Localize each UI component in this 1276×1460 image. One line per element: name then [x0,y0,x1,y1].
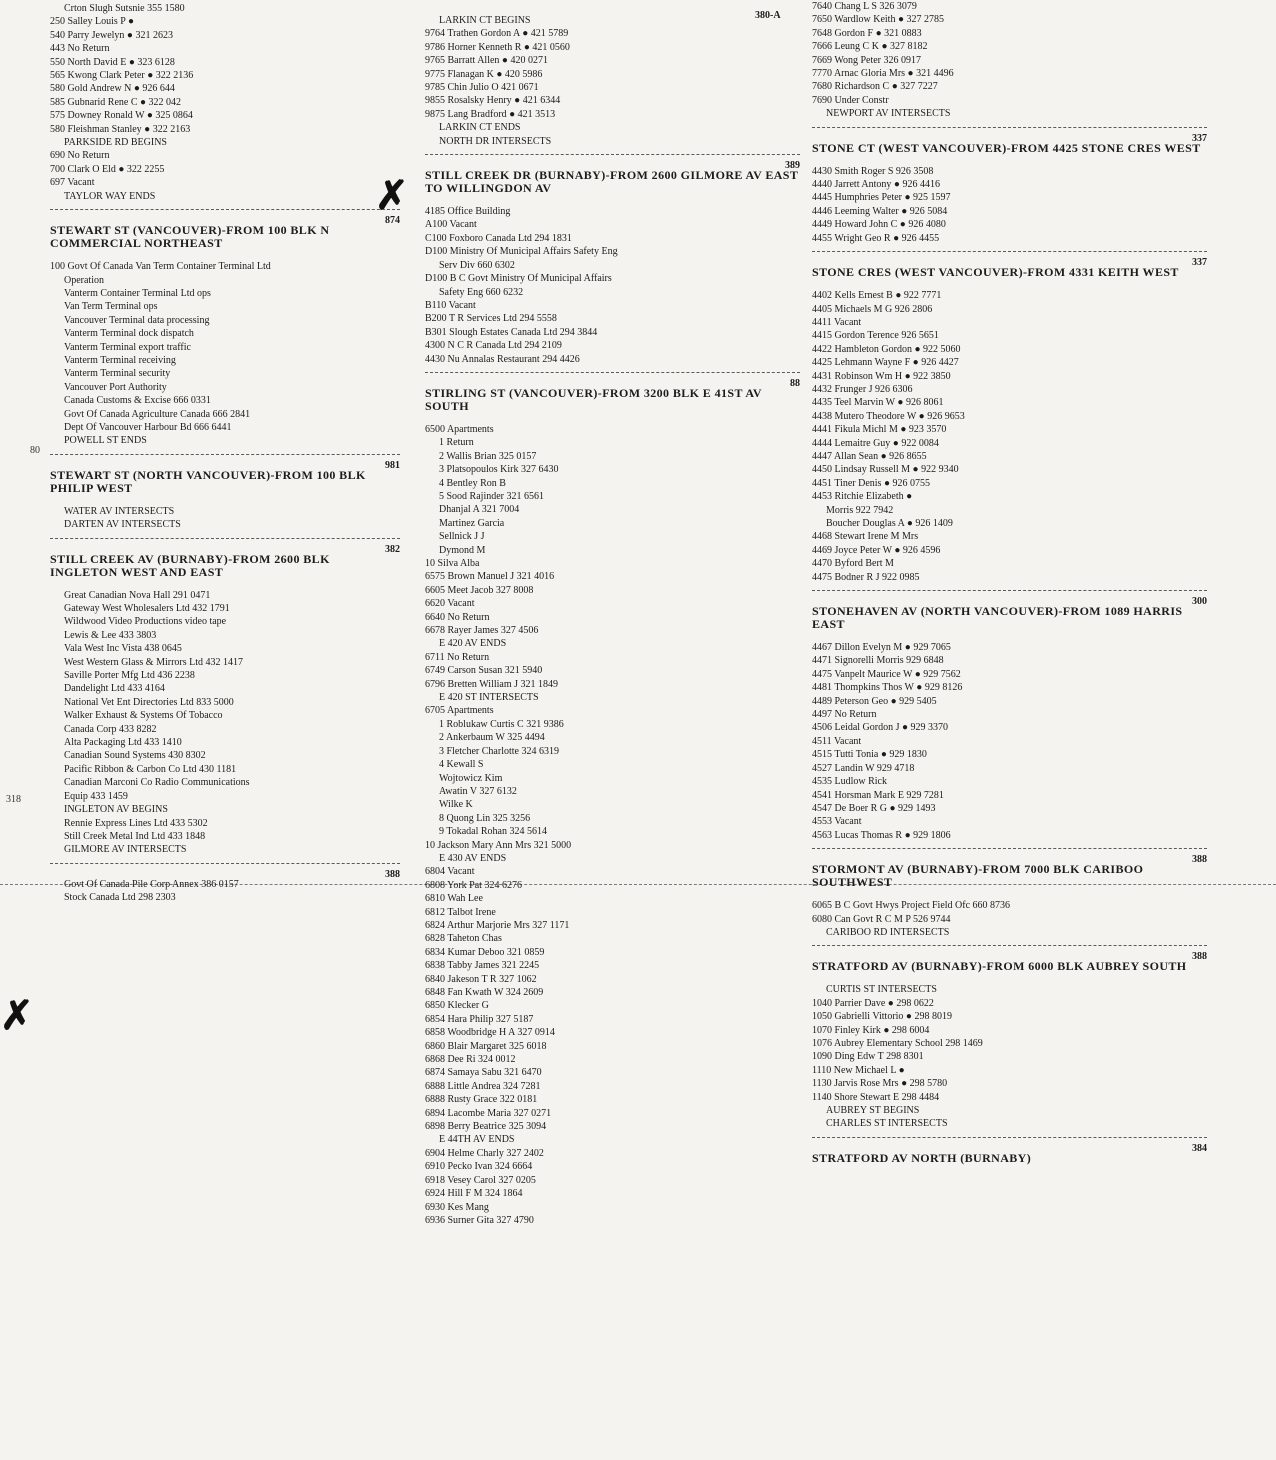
listing-row: TAYLOR WAY ENDS [64,190,156,202]
listing-row: 7690 Under Constr [812,94,889,106]
listing-row: 6678 Rayer James 327 4506 [425,625,539,637]
listing-row: 9786 Horner Kenneth R ● 421 0560 [425,41,570,53]
listing-row: 6898 Berry Beatrice 325 3094 [425,1121,547,1133]
listing-row: NEWPORT AV INTERSECTS [826,108,951,120]
listing-row: 4451 Tiner Denis ● 926 0755 [812,477,930,489]
listing-row: 6796 Bretten William J 321 1849 [425,678,559,690]
listing-row: 6500 Apartments [425,423,494,435]
listing-row: 1050 Gabrielli Vittorio ● 298 8019 [812,1011,952,1023]
listing-row: Vanterm Terminal dock dispatch [64,328,194,340]
listing-row: 3 Platsopoulos Kirk 327 6430 [439,464,559,476]
listing-row: Lewis & Lee 433 3803 [64,629,157,641]
listing-row: 3 Fletcher Charlotte 324 6319 [439,745,559,757]
street-section [812,1137,1207,1165]
section-divider [50,209,400,210]
listing-row: 7680 Richardson C ● 327 7227 [812,81,938,93]
listing-row: Saville Porter Mfg Ltd 436 2238 [64,670,195,682]
listing-row: 565 Kwong Clark Peter ● 322 2136 [50,70,194,82]
listing-row: Stock Canada Ltd 298 2303 [64,892,176,904]
listing-row: 6894 Lacombe Maria 327 0271 [425,1107,552,1119]
listing-row: 7648 Gordon F ● 321 0883 [812,27,922,39]
listing-row: E 420 AV ENDS [439,638,507,650]
street-section [425,14,800,148]
listing-row: Vala West Inc Vista 438 0645 [64,643,182,655]
listing-row: 6936 Surner Gita 327 4790 [425,1214,534,1226]
listing-row: E 44TH AV ENDS [439,1134,515,1146]
listing-row: Walker Exhaust & Systems Of Tobacco [64,710,223,722]
listing-row: 6810 Wah Lee [425,893,483,905]
listing-row: POWELL ST ENDS [64,435,147,447]
listing-row: Vanterm Terminal export traffic [64,341,191,353]
listing-row: 6080 Can Govt R C M P 526 9744 [812,913,951,925]
listing-row: 4489 Peterson Geo ● 929 5405 [812,695,937,707]
listing-row: 6065 B C Govt Hwys Project Field Ofc 660 8736 [812,900,1011,912]
listing-row: 4455 Wright Geo R ● 926 4455 [812,232,940,244]
listing-row: Vancouver Port Authority [64,381,167,393]
handwritten-check-mark: ✗ [375,173,409,218]
listing-row: Wilke K [439,799,473,811]
listing-row: 1140 Shore Stewart E 298 4484 [812,1091,940,1103]
listing-row: 100 Govt Of Canada Van Term Container Terminal Ltd [50,261,271,273]
listing-row: 7770 Arnac Gloria Mrs ● 321 4496 [812,68,954,80]
listing-row: WATER AV INTERSECTS [64,505,175,517]
listing-row: 4535 Ludlow Rick [812,776,887,788]
listing-row: 4511 Vacant [812,735,862,747]
listing-row: National Vet Ent Directories Ltd 833 5000 [64,696,234,708]
listing-row: Crton Slugh Sutsnie 355 1580 [64,3,185,14]
street-heading: STORMONT AV (BURNABY)-FROM 7000 BLK CARIBOO SOUTHWEST [812,862,1144,890]
listing-row: Govt Of Canada Agriculture Canada 666 2841 [64,408,251,420]
listing-row: Still Creek Metal Ind Ltd 433 1848 [64,830,206,842]
listing-row: 697 Vacant [50,177,95,189]
listing-row: 250 Salley Louis P ● [50,16,135,28]
listing-row: 6705 Apartments [425,705,494,717]
street-heading: STONE CT (WEST VANCOUVER)-FROM 4425 STONE CRES WEST [812,140,1201,155]
listing-row: 9785 Chin Julio O 421 0671 [425,82,539,94]
street-section [812,127,1207,245]
listing-row: 6850 Klecker G [425,1000,489,1012]
listing-row: 6848 Fan Kwath W 324 2609 [425,987,544,998]
listing-row: 4411 Vacant [812,316,862,328]
street-section [50,454,400,532]
listing-row: 7669 Wong Peter 326 0917 [812,54,922,66]
listing-row: 7650 Wardlow Keith ● 327 2785 [812,14,944,26]
listing-row: 4431 Robinson Wm H ● 922 3850 [812,370,951,382]
listing-row: 6854 Hara Philip 327 5187 [425,1013,534,1025]
column-3 [812,0,1207,1175]
listing-row: GILMORE AV INTERSECTS [64,844,187,856]
listing-row: 6930 Kes Mang [425,1201,489,1213]
section-divider [425,372,800,373]
listing-row: 575 Downey Ronald W ● 325 0864 [50,110,193,122]
listing-row: 6575 Brown Manuel J 321 4016 [425,571,555,583]
left-margin-number: 80 [30,445,40,456]
listing-row: 4450 Lindsay Russell M ● 922 9340 [812,464,959,476]
listing-row: Rennie Express Lines Ltd 433 5302 [64,817,208,829]
listing-row: 6888 Little Andrea 324 7281 [425,1080,541,1092]
handwritten-check-mark: ✗ [0,993,34,1038]
listing-row: 9855 Rosalsky Henry ● 421 6344 [425,95,561,107]
listing-row: LARKIN CT ENDS [439,122,521,134]
street-section [812,945,1207,1130]
listing-row: 4471 Signorelli Morris 929 6848 [812,655,944,667]
listing-row: 6910 Pecko Ivan 324 6664 [425,1161,533,1173]
listing-row: Vanterm Container Terminal Ltd ops [64,287,211,299]
map-reference-number: 382 [385,543,400,555]
listing-row: 580 Fleishman Stanley ● 322 2163 [50,123,191,135]
listing-row: 4481 Thompkins Thos W ● 929 8126 [812,682,963,694]
listing-row: 9875 Lang Bradford ● 421 3513 [425,108,556,120]
listing-row: 4475 Bodner R J 922 0985 [812,571,920,583]
listing-row: Van Term Terminal ops [64,301,158,313]
listing-row: 4432 Frunger J 926 6306 [812,383,913,395]
listing-row: PARKSIDE RD BEGINS [64,137,167,149]
section-divider [812,590,1207,591]
listing-row: 1076 Aubrey Elementary School 298 1469 [812,1037,983,1049]
listing-row: Martinez Garcia [439,517,505,529]
street-section [50,209,400,448]
listing-row: Morris 922 7942 [826,504,894,516]
listing-row: 10 Jackson Mary Ann Mrs 321 5000 [425,839,572,851]
listing-row: 6804 Vacant [425,866,475,878]
listing-row: Gateway West Wholesalers Ltd 432 1791 [64,603,230,614]
section-divider [50,863,400,864]
listing-row: 1040 Parrier Dave ● 298 0622 [812,997,934,1009]
street-heading: STONE CRES (WEST VANCOUVER)-FROM 4331 KEITH WEST [812,265,1179,280]
listing-row: Canada Customs & Excise 666 0331 [64,395,211,407]
listing-row: 1 Return [439,437,474,449]
map-reference-number: 88 [790,377,800,389]
section-divider [50,454,400,455]
section-divider [812,251,1207,252]
listing-row: 6918 Vesey Carol 327 0205 [425,1174,536,1186]
listing-row: 4445 Humphries Peter ● 925 1597 [812,192,951,204]
listing-row: 4467 Dillon Evelyn M ● 929 7065 [812,642,951,654]
listing-row: 6812 Talbot Irene [425,906,496,918]
listing-row: 2 Ankerbaum W 325 4494 [439,732,545,744]
street-heading: STRATFORD AV (BURNABY)-FROM 6000 BLK AUBREY SOUTH [812,959,1187,974]
listing-row: CHARLES ST INTERSECTS [826,1118,948,1130]
listing-row: 4402 Kells Ernest B ● 922 7771 [812,290,942,302]
listing-row: 4446 Leeming Walter ● 926 5084 [812,205,948,217]
listing-row: 6860 Blair Margaret 325 6018 [425,1040,547,1052]
map-reference-number: 389 [785,160,800,172]
street-heading: STEWART ST (NORTH VANCOUVER)-FROM 100 BLK PHILIP WEST [50,467,366,495]
listing-row: 7640 Chang L S 326 3079 [812,1,917,12]
listing-row: 1090 Ding Edw T 298 8301 [812,1051,924,1063]
listing-row: B200 T R Services Ltd 294 5558 [425,313,557,325]
listing-row: A100 Vacant [425,219,477,231]
listing-row: 6840 Jakeson T R 327 1062 [425,973,537,985]
street-heading: STONEHAVEN AV (NORTH VANCOUVER)-FROM 1089 HARRIS EAST [812,604,1183,632]
listing-row: 6824 Arthur Marjorie Mrs 327 1171 [425,919,570,931]
listing-row: 585 Gubnarid Rene C ● 322 042 [50,96,182,108]
listing-row: 6858 Woodbridge H A 327 0914 [425,1027,555,1039]
street-heading: STILL CREEK DR (BURNABY)-FROM 2600 GILMORE AV EAST TO WILLINGDON AV [425,168,799,196]
listing-row: 4425 Lehmann Wayne F ● 926 4427 [812,357,959,369]
listing-row: D100 B C Govt Ministry Of Municipal Affairs [425,273,612,285]
listing-row: 4430 Nu Annalas Restaurant 294 4426 [425,353,580,365]
column-2 [425,14,800,1227]
listing-row: NORTH DR INTERSECTS [439,135,552,147]
listing-row: Wojtowicz Kim [439,772,503,784]
listing-row: 1070 Finley Kirk ● 298 6004 [812,1024,930,1036]
listing-row: 7666 Leung C K ● 327 8182 [812,41,928,53]
listing-row: 6868 Dee Ri 324 0012 [425,1054,516,1066]
listing-row: 9775 Flanagan K ● 420 5986 [425,68,543,80]
listing-row: Pacific Ribbon & Carbon Co Ltd 430 1181 [64,763,237,775]
listing-row: 6711 No Return [425,651,490,663]
section-divider [812,127,1207,128]
listing-row: B110 Vacant [425,299,476,311]
left-margin-number: 318 [6,794,21,805]
listing-row: Boucher Douglas A ● 926 1409 [826,518,953,529]
listing-row: Canadian Sound Systems 430 8302 [64,750,206,762]
listing-row: Canadian Marconi Co Radio Communications [64,777,250,789]
listing-row: Dandelight Ltd 433 4164 [64,683,165,695]
section-divider [812,945,1207,946]
listing-row: CURTIS ST INTERSECTS [826,984,937,996]
map-reference-number: 384 [1192,1142,1207,1154]
listing-row: Serv Div 660 6302 [439,259,515,271]
listing-row: Great Canadian Nova Hall 291 0471 [64,589,211,601]
street-section [812,848,1207,939]
street-section [812,0,1207,121]
map-reference-number: 337 [1192,257,1207,269]
listing-row: Canada Corp 433 8282 [64,723,157,735]
listing-row: 4469 Joyce Peter W ● 926 4596 [812,544,941,556]
listing-row: 4405 Michaels M G 926 2806 [812,303,933,315]
listing-row: Vancouver Terminal data processing [64,314,210,326]
listing-row: 6838 Tabby James 321 2245 [425,960,540,972]
listing-row: 4541 Horsman Mark E 929 7281 [812,789,944,801]
listing-row: 4449 Howard John C ● 926 4080 [812,219,946,231]
listing-row: LARKIN CT BEGINS [439,15,531,26]
listing-row: B301 Slough Estates Canada Ltd 294 3844 [425,326,598,338]
listing-row: 8 Quong Lin 325 3256 [439,812,531,824]
street-section [812,590,1207,842]
map-reference-number: 388 [1192,854,1207,866]
listing-row: 6924 Hill F M 324 1864 [425,1188,523,1200]
listing-row: 6888 Rusty Grace 322 0181 [425,1094,538,1106]
listing-row: 4506 Leidal Gordon J ● 929 3370 [812,722,949,734]
listing-row: 6808 York Pat 324 6276 [425,879,522,891]
street-section [50,2,400,203]
map-reference-number: 388 [385,868,400,880]
street-section [425,154,800,366]
listing-row: 4 Bentley Ron B [439,477,506,489]
listing-row: 4553 Vacant [812,816,862,828]
listing-row: Dept Of Vancouver Harbour Bd 666 6441 [64,421,232,433]
listing-row: 4447 Allan Sean ● 926 8655 [812,450,927,462]
street-section [50,538,400,857]
street-section [812,251,1207,584]
street-heading: STIRLING ST (VANCOUVER)-FROM 3200 BLK E 41ST AV SOUTH [425,385,762,413]
listing-row: 4444 Lemaitre Guy ● 922 0084 [812,437,939,449]
column-1 [50,2,400,905]
listing-row: 4453 Ritchie Elizabeth ● [812,491,913,503]
listing-row: C100 Foxboro Canada Ltd 294 1831 [425,232,572,244]
listing-row: 580 Gold Andrew N ● 926 644 [50,83,175,95]
listing-row: 4441 Fikula Michl M ● 923 3570 [812,424,947,436]
listing-row: 4435 Teel Marvin W ● 926 8061 [812,397,944,409]
listing-row: 700 Clark O Eld ● 322 2255 [50,163,165,175]
listing-row: AUBREY ST BEGINS [826,1105,920,1116]
listing-row: 6620 Vacant [425,598,475,610]
map-reference-number: 337 [1192,132,1207,144]
section-divider [812,848,1207,849]
listing-row: Vanterm Terminal receiving [64,354,176,366]
section-divider [50,538,400,539]
listing-row: INGLETON AV BEGINS [64,804,168,816]
listing-row: 4422 Hambleton Gordon ● 922 5060 [812,343,961,355]
listing-row: 9 Tokadal Rohan 324 5614 [439,826,547,838]
listing-row: West Western Glass & Mirrors Ltd 432 1417 [64,656,244,668]
listing-row: 4527 Landin W 929 4718 [812,762,915,774]
map-reference-number: 874 [385,215,400,227]
listing-row: 1110 New Michael L ● [812,1064,905,1076]
listing-row: 6605 Meet Jacob 327 8008 [425,584,534,596]
listing-row: 4415 Gordon Terence 926 5651 [812,330,939,342]
listing-row: 6834 Kumar Deboo 321 0859 [425,946,545,958]
street-heading: STILL CREEK AV (BURNABY)-FROM 2600 BLK INGLETON WEST AND EAST [50,551,330,579]
listing-row: 6828 Taheton Chas [425,933,502,945]
listing-row: DARTEN AV INTERSECTS [64,519,181,531]
listing-row: 4438 Mutero Theodore W ● 926 9653 [812,410,965,422]
listing-row: 4497 No Return [812,709,877,721]
street-section [425,372,800,1227]
listing-row: 5 Sood Rajinder 321 6561 [439,490,544,502]
listing-row: 6749 Carson Susan 321 5940 [425,665,543,677]
listing-row: Sellnick J J [439,531,485,543]
listing-row: 540 Parry Jewelyn ● 321 2623 [50,29,173,41]
listing-row: 9764 Trathen Gordon A ● 421 5789 [425,28,569,40]
street-heading: STEWART ST (VANCOUVER)-FROM 100 BLK N COMMERCIAL NORTHEAST [50,223,330,251]
map-reference-number: 300 [1192,596,1207,608]
map-reference-number: 981 [385,459,400,471]
listing-row: 4430 Smith Roger S 926 3508 [812,165,934,177]
listing-row: Alta Packaging Ltd 433 1410 [64,737,182,749]
listing-row: 4475 Vanpelt Maurice W ● 929 7562 [812,668,961,680]
listing-row: Vanterm Terminal security [64,368,171,380]
listing-row: 1 Roblukaw Curtis C 321 9386 [439,718,564,730]
map-reference-number: 388 [1192,951,1207,963]
listing-row: 4515 Tutti Tonia ● 929 1830 [812,749,927,761]
page-reference: 380-A [755,10,781,21]
listing-row: 4 Kewall S [439,759,484,771]
listing-row: E 420 ST INTERSECTS [439,692,539,704]
listing-row: 9765 Barratt Allen ● 420 0271 [425,55,548,67]
listing-row: 6904 Helme Charly 327 2402 [425,1147,544,1159]
listing-row: 4547 De Boer R G ● 929 1493 [812,802,936,814]
listing-row: Dhanjal A 321 7004 [439,504,520,516]
listing-row: Operation [64,274,104,286]
listing-row: 4300 N C R Canada Ltd 294 2109 [425,340,562,352]
listing-row: Equip 433 1459 [64,790,128,802]
listing-row: Dymond M [439,544,486,556]
listing-row: 550 North David E ● 323 6128 [50,56,175,68]
listing-row: 690 No Return [50,150,110,162]
section-divider [425,154,800,155]
listing-row: CARIBOO RD INTERSECTS [826,926,950,938]
section-divider [812,1137,1207,1138]
street-heading: STRATFORD AV NORTH (BURNABY) [812,1150,1032,1165]
listing-row: Wildwood Video Productions video tape [64,616,227,628]
listing-row: 443 No Return [50,43,110,55]
listing-row: E 430 AV ENDS [439,852,507,864]
listing-row: Govt Of Canada Pile Corp Annex 386 0157 [64,878,239,890]
listing-row: 4468 Stewart Irene M Mrs [812,531,919,543]
listing-row: 6640 No Return [425,611,490,623]
listing-row: 4440 Jarrett Antony ● 926 4416 [812,179,940,191]
listing-row: D100 Ministry Of Municipal Affairs Safety Eng [425,246,618,258]
listing-row: Safety Eng 660 6232 [439,286,524,298]
listing-row: 4470 Byford Bert M [812,558,894,570]
street-section [50,863,400,905]
listing-row: 4185 Office Building [425,206,511,218]
listing-row: 10 Silva Alba [425,558,480,569]
listing-row: Awatin V 327 6132 [439,785,517,797]
listing-row: 1130 Jarvis Rose Mrs ● 298 5780 [812,1078,948,1090]
listing-row: 4563 Lucas Thomas R ● 929 1806 [812,829,951,841]
listing-row: 2 Wallis Brian 325 0157 [439,450,537,462]
listing-row: 6874 Samaya Sabu 321 6470 [425,1067,542,1079]
